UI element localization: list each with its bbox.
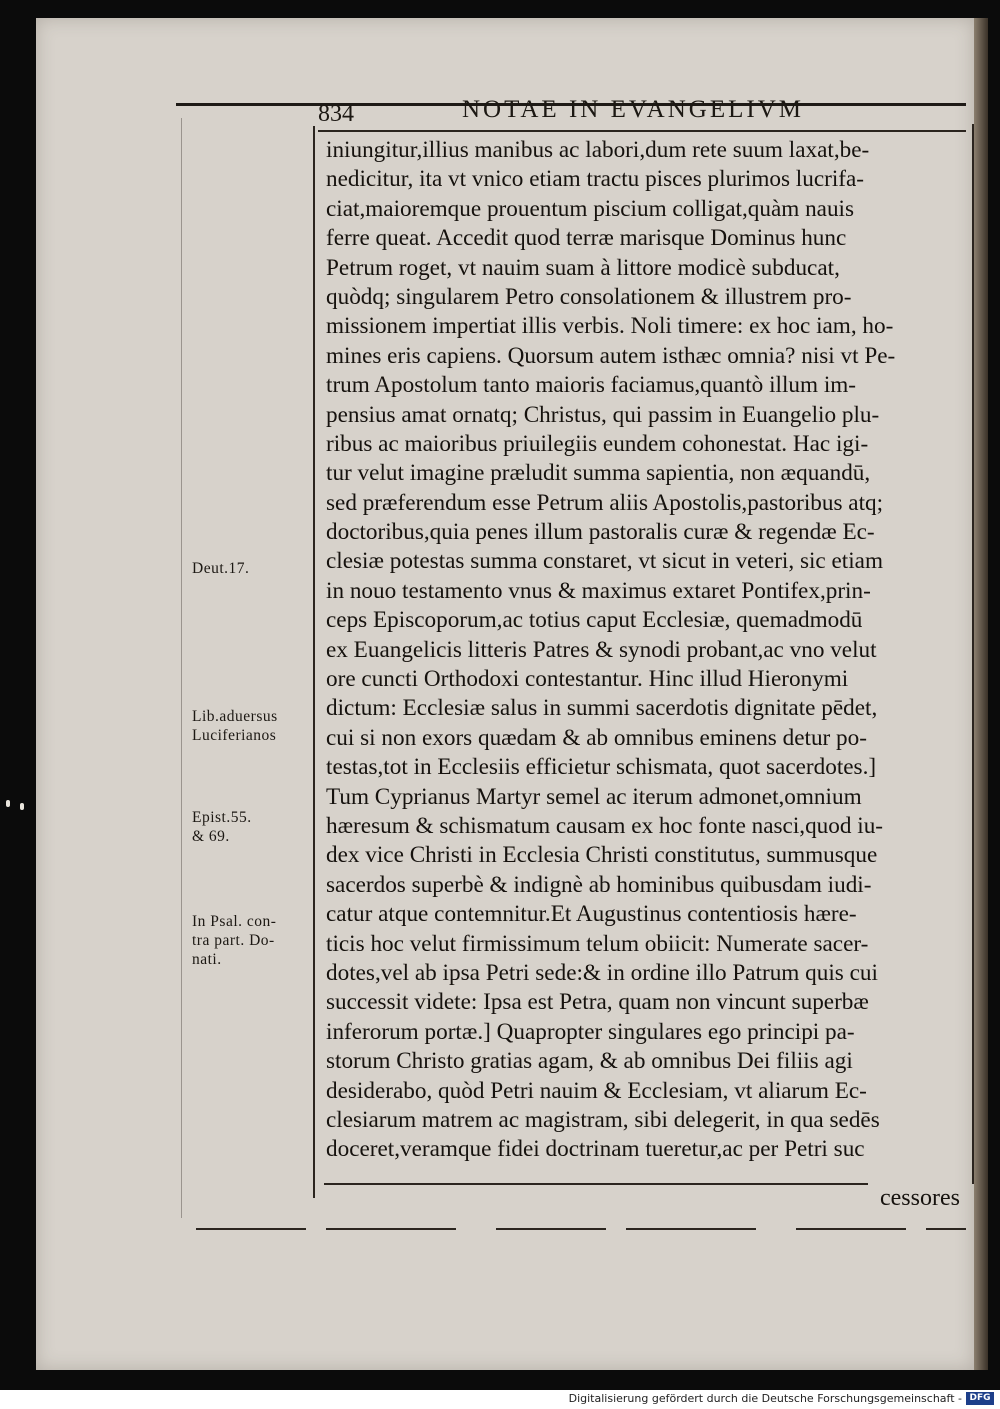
text-line: successit videte: Ipsa est Petra, quam non vincunt superbæ	[326, 989, 869, 1016]
dfg-logo: DFG	[966, 1392, 994, 1405]
text-line: doceret,veramque fidei doctrinam tueretur,ac per Petri suc	[326, 1136, 865, 1163]
text-line: catur atque contemnitur.Et Augustinus contentiosis hære-	[326, 901, 857, 928]
text-line: Petrum roget, vt nauim suam à littore modicè subducat,	[326, 254, 840, 281]
marginal-note-line: Luciferianos	[192, 727, 277, 744]
text-line: quòdq; singularem Petro consolationem & illustrem pro-	[326, 283, 852, 310]
marginal-note	[192, 808, 312, 846]
marginal-note-line: Epist.55.	[192, 809, 252, 826]
text-line: doctoribus,quia penes illum pastoralis curæ & regendæ Ec-	[326, 519, 875, 546]
right-border-rule	[972, 124, 974, 1184]
marginal-column-rule	[313, 126, 315, 1198]
text-line: ribus ac maioribus priuilegiis eundem cohonestat. Hac igi-	[326, 430, 869, 457]
marginal-note-line: Deut.17.	[192, 560, 250, 577]
text-line: iniungitur,illius manibus ac labori,dum rete suum laxat,be-	[326, 137, 870, 163]
marginal-note-line: nati.	[192, 951, 222, 968]
text-line: ciat,maioremque prouentum piscium colligat,quàm nauis	[326, 195, 855, 222]
marginal-note	[192, 707, 312, 745]
text-line: sacerdos superbè & indignè ab hominibus quibusdam iudi-	[326, 871, 872, 898]
text-line: pensius amat ornatq; Christus, qui passim in Euangelio plu-	[326, 401, 880, 428]
text-line: sed præferendum esse Petrum aliis Apostolis,pastoribus atq;	[326, 489, 884, 516]
text-line: trum Apostolum tanto maioris faciamus,quantò illum im-	[326, 372, 857, 399]
marginal-note-line: In Psal. con-	[192, 913, 277, 930]
body-text	[326, 136, 966, 1165]
text-line: dotes,vel ab ipsa Petri sede:& in ordine illo Patrum quis cui	[326, 959, 878, 986]
header-underline	[318, 130, 966, 132]
text-line: ore cuncti Orthodoxi contestantur. Hinc illud Hieronymi	[326, 666, 849, 693]
marginal-note-line: & 69.	[192, 828, 230, 845]
page-edge	[974, 18, 988, 1370]
text-line: ticis hoc velut firmissimum telum obiicit: Numerate sacer-	[326, 930, 869, 957]
text-line: clesiarum matrem ac magistram, sibi delegerit, in qua sedēs	[326, 1106, 880, 1133]
text-line: hæresum & schismatum causam ex hoc fonte nasci,quod iu-	[326, 812, 884, 839]
text-line: ferre queat. Accedit quod terræ marisque Dominus hunc	[326, 225, 847, 252]
text-line: dictum: Ecclesiæ salus in summi sacerdotis dignitate pēdet,	[326, 695, 878, 722]
text-line: cui si non exors quædam & ab omnibus eminens detur po-	[326, 724, 867, 751]
catchword: cessores	[880, 1185, 960, 1211]
marginal-note	[192, 912, 312, 969]
text-line: Tum Cyprianus Martyr semel ac iterum admonet,omnium	[326, 783, 862, 810]
text-line: testas,tot in Ecclesiis efficietur schismata, quot sacerdotes.]	[326, 754, 877, 781]
text-line: clesiæ potestas summa constaret, vt sicut in veteri, sic etiam	[326, 548, 884, 575]
text-bottom-rule	[324, 1183, 868, 1185]
marginal-note	[192, 559, 312, 578]
page-number: 834	[318, 101, 354, 127]
text-line: missionem impertiat illis verbis. Noli timere: ex hoc iam, ho-	[326, 313, 894, 340]
text-line: storum Christo gratias agam, & ab omnibus Dei filiis agi	[326, 1048, 853, 1075]
left-margin-line	[181, 118, 182, 1218]
text-line: nedicitur, ita vt vnico etiam tractu pisces plurimos lucrifa-	[326, 166, 865, 193]
text-line: mines eris capiens. Quorsum autem isthæc omnia? nisi vt Pe-	[326, 342, 896, 369]
text-line: dex vice Christi in Ecclesia Christi constitutus, summusque	[326, 842, 878, 869]
text-line: desiderabo, quòd Petri nauim & Ecclesiam, vt aliarum Ec-	[326, 1077, 867, 1104]
text-line: tur velut imagine prælud​it summa sapientia, non æquandū,	[326, 460, 871, 487]
text-line: ceps Episcoporum,ac totius caput Ecclesiæ, quemadmodū	[326, 607, 863, 634]
funding-credit: Digitalisierung gefördert durch die Deutsche Forschungsgemeinschaft -	[568, 1392, 962, 1405]
scan-artifact	[6, 800, 10, 807]
marginal-note-line: tra part. Do-	[192, 932, 275, 949]
marginal-note-line: Lib.aduersus	[192, 708, 278, 725]
text-line: inferorum portæ.] Quapropter singulares ego principi pa-	[326, 1018, 855, 1045]
running-head: NOTAE IN EVANGELIVM	[462, 96, 804, 123]
text-line: ex Euangelicis litteris Patres & synodi probant,ac vno velut	[326, 636, 877, 663]
scan-artifact	[20, 803, 24, 810]
text-line: in nouo testamento vnus & maximus extaret Pontifex,prin-	[326, 577, 871, 604]
page-bottom-rule	[196, 1228, 966, 1230]
